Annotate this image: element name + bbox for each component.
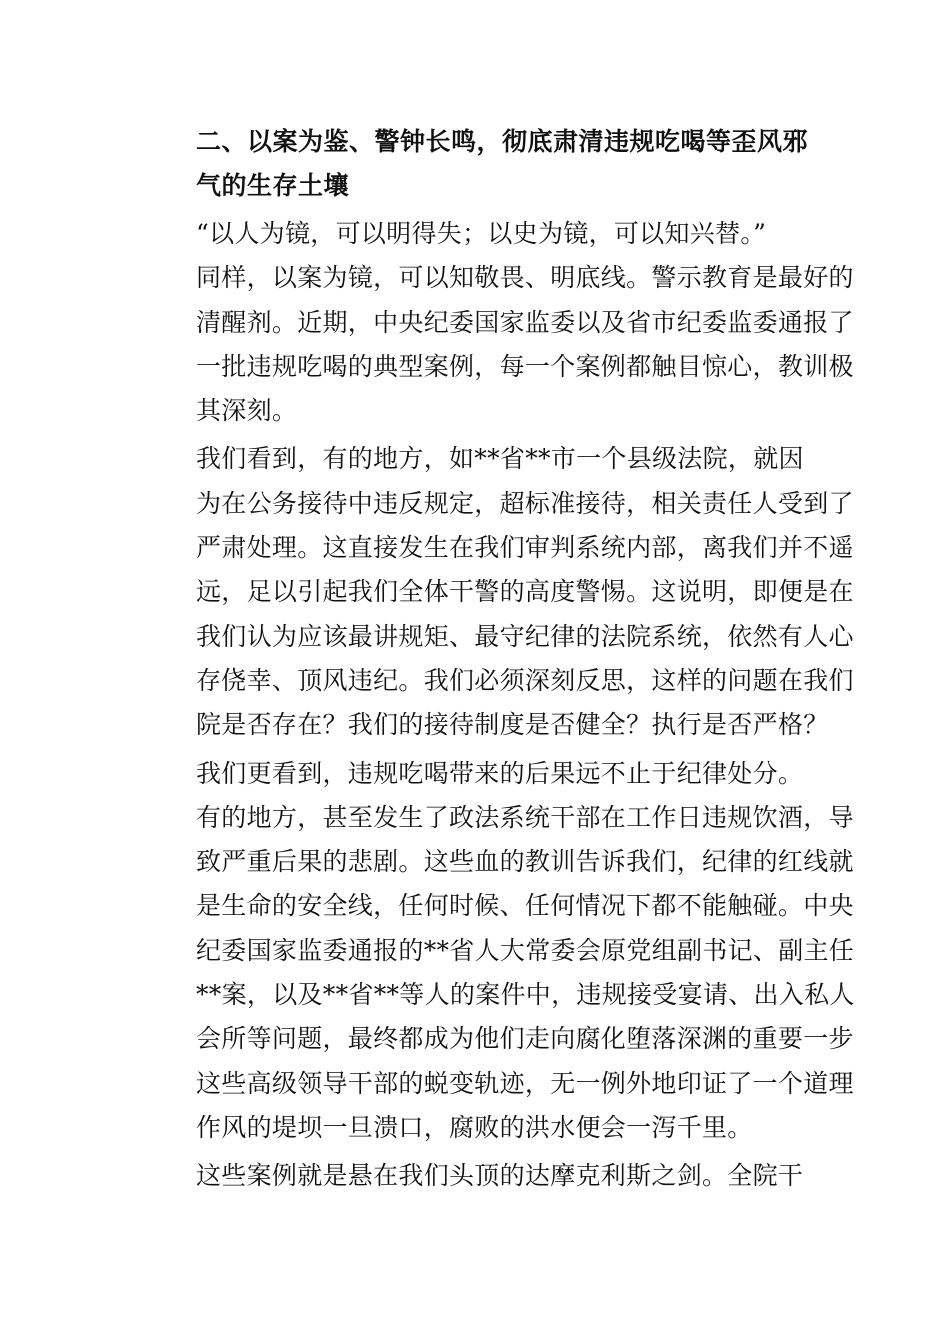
- paragraph-line: 存侥幸、顶风违纪。我们必须深刻反思，这样的问题在我们: [196, 665, 854, 695]
- paragraph-line: 严肃处理。这直接发生在我们审判系统内部，离我们并不遥: [196, 533, 854, 563]
- paragraph-line: 远，足以引起我们全体干警的高度警惕。这说明，即便是在: [196, 577, 854, 607]
- paragraph-line: 一批违规吃喝的典型案例，每一个案例都触目惊心，教训极: [196, 351, 854, 381]
- paragraph-line: 我们更看到，违规吃喝带来的后果远不止于纪律处分。: [196, 758, 804, 788]
- paragraph-line: 同样，以案为镜，可以知敬畏、明底线。警示教育是最好的: [196, 263, 854, 293]
- paragraph-court-case: [146, 437, 854, 747]
- paragraph-line: 有的地方，甚至发生了政法系统干部在工作日违规饮酒，导: [196, 802, 854, 832]
- paragraph-line: 其深刻。: [196, 396, 298, 426]
- paragraph-line: 为在公务接待中违反规定，超标准接待，相关责任人受到了: [196, 488, 854, 518]
- paragraph-line: “以人为镜，可以明得失；以史为镜，可以知兴替。”: [196, 219, 767, 248]
- paragraph-line: **案，以及**省**等人的案件中，违规接受宴请、出入私人: [196, 980, 855, 1010]
- document-body: [146, 120, 855, 1199]
- paragraph-line: 我们认为应该最讲规矩、最守纪律的法院系统，依然有人心: [196, 621, 854, 651]
- paragraph-line: 作风的堤坝一旦溃口，腐败的洪水便会一泻千里。: [196, 1112, 753, 1142]
- heading-line: 气的生存土壤: [196, 171, 350, 200]
- paragraph-intro: [146, 212, 854, 433]
- paragraph-line: 这些高级领导干部的蜕变轨迹，无一例外地印证了一个道理: [196, 1068, 854, 1098]
- paragraph-line: 会所等问题，最终都成为他们走向腐化堕落深渊的重要一步: [196, 1024, 854, 1054]
- paragraph-consequences: [146, 752, 855, 1151]
- paragraph-line: 致严重后果的悲剧。这些血的教训告诉我们，纪律的红线就: [196, 847, 854, 877]
- paragraph-line: 院是否存在？我们的接待制度是否健全？执行是否严格？: [196, 710, 829, 740]
- paragraph-line: 纪委国家监委通报的**省人大常委会原党组副书记、副主任: [196, 935, 855, 965]
- heading-line: 二、以案为鉴、警钟长鸣，彻底肃清违规吃喝等歪风邪: [196, 127, 809, 156]
- paragraph-line: 清醒剂。近期，中央纪委国家监委以及省市纪委监委通报了: [196, 307, 854, 337]
- paragraph-line: 我们看到，有的地方，如**省**市一个县级法院，就因: [196, 444, 804, 474]
- paragraph-sword: [146, 1154, 811, 1198]
- paragraph-line: 是生命的安全线，任何时候、任何情况下都不能触碰。中央: [196, 891, 854, 921]
- section-heading: [146, 120, 811, 208]
- paragraph-line: 这些案例就是悬在我们头顶的达摩克利斯之剑。全院干: [196, 1161, 804, 1191]
